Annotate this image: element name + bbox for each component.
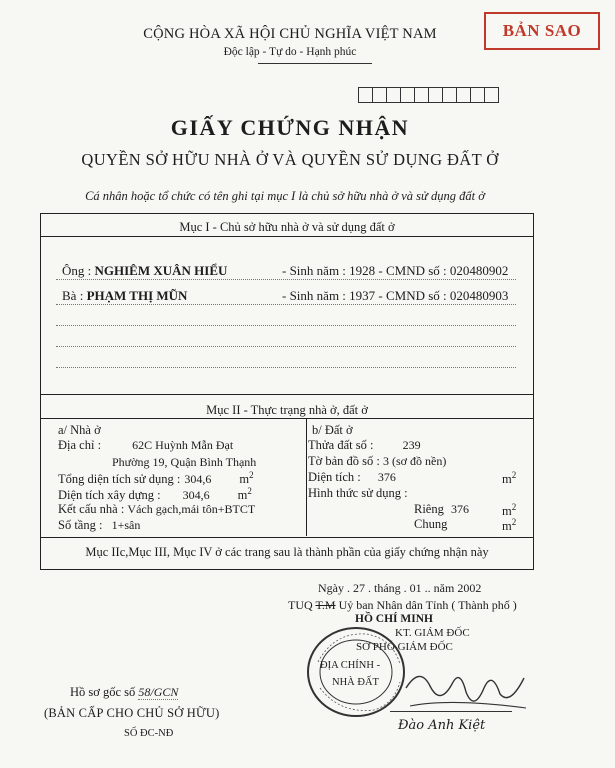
authority-line	[288, 598, 517, 613]
area-unit-sup: 2	[511, 470, 517, 480]
build-area-value: 304,6	[182, 488, 210, 503]
owner-birth-1: - Sinh năm : 1928 - CMND số : 020480902	[282, 263, 509, 278]
serial-box	[484, 87, 499, 103]
total-area-row	[58, 470, 254, 487]
land-area-value: 376	[377, 470, 396, 484]
section2-top-rule	[40, 394, 534, 395]
signer-name: Đào Anh Kiệt	[398, 718, 486, 733]
plot-row	[308, 438, 421, 453]
signature-icon	[400, 658, 530, 718]
owner-row-1	[62, 263, 227, 279]
dotted-line	[56, 367, 516, 368]
map-value: 3 (sơ đồ nền)	[383, 454, 447, 468]
area-unit: m	[502, 472, 512, 487]
signature-rule	[390, 711, 512, 712]
serial-box	[358, 87, 373, 103]
section2-title: Mục II - Thực trạng nhà ở, đất ở	[206, 403, 368, 417]
address-line2: Phường 19, Quận Bình Thạnh	[112, 455, 257, 469]
area-unit: m	[237, 488, 248, 503]
document-subtitle: QUYỀN SỞ HỮU NHÀ Ở VÀ QUYỀN SỬ DỤNG ĐẤT Ở	[81, 150, 499, 169]
section2-title-rule	[40, 418, 534, 419]
area-unit-sup: 2	[247, 486, 252, 496]
dotted-line	[56, 304, 516, 305]
tuq-struck: T.M	[315, 598, 336, 612]
owner-name: PHẠM THỊ MŨN	[86, 288, 188, 303]
tuq-rest: Uỷ ban Nhân dân Tỉnh ( Thành phố )	[335, 598, 517, 612]
serial-box	[428, 87, 443, 103]
build-area-row	[58, 486, 252, 503]
official-seal-icon	[304, 624, 408, 720]
private-label: Riêng	[414, 502, 447, 516]
area-unit: m	[502, 519, 512, 534]
floors-label: Số tầng :	[58, 518, 106, 532]
total-area-value: 304,6	[184, 472, 212, 487]
file-number-row	[70, 685, 178, 700]
file-number: 58/GCN	[138, 685, 179, 699]
serial-box	[400, 87, 415, 103]
serial-box	[470, 87, 485, 103]
structure-row	[58, 502, 255, 517]
plot-value: 239	[402, 438, 421, 452]
seal-line1: ĐỊA CHÍNH -	[320, 660, 381, 671]
area-unit-sup: 2	[511, 517, 517, 527]
copy-stamp: BẢN SAO	[484, 12, 600, 50]
area-unit: m	[502, 504, 512, 519]
owner-label: Bà :	[62, 288, 87, 303]
land-heading: b/ Đất ở	[312, 423, 353, 437]
shared-label: Chung	[414, 517, 448, 531]
dotted-line	[56, 325, 516, 326]
area-unit-sup: 2	[249, 470, 254, 480]
serial-box	[414, 87, 429, 103]
owner-name: NGHIÊM XUÂN HIỂU	[94, 263, 228, 278]
section1-title: Mục I - Chủ sở hữu nhà ở và sử dụng đất ở	[179, 220, 395, 234]
build-area-label: Diện tích xây dựng :	[58, 488, 161, 503]
area-unit-sup: 2	[511, 502, 517, 512]
house-heading: a/ Nhà ở	[58, 423, 101, 437]
address-line1: 62C Huỳnh Mẫn Đạt	[132, 438, 234, 452]
owner-row-2	[62, 288, 187, 304]
structure-value: Vách gạch,mái tôn+BTCT	[127, 502, 256, 516]
department-title: SỞ PHÓ GIÁM ĐỐC	[356, 641, 453, 653]
address-label: Địa chỉ :	[58, 438, 105, 452]
floors-row	[58, 518, 140, 533]
tuq-prefix: TUQ	[288, 598, 316, 612]
footer-note: Mục IIc,Mục III, Mục IV ở các trang sau là thành phần của giấy chứng nhận này	[85, 545, 489, 559]
structure-label: Kết cấu nhà :	[58, 502, 128, 516]
motto-underline	[258, 63, 372, 64]
issued-to: (BẢN CẤP CHO CHỦ SỞ HỮU)	[44, 706, 220, 720]
seal-line2: NHÀ ĐẤT	[332, 677, 379, 688]
dotted-line	[56, 279, 516, 280]
private-row	[414, 502, 469, 517]
owner-birth-2: - Sinh năm : 1937 - CMND số : 020480903	[282, 288, 509, 303]
nation-motto: Độc lập - Tự do - Hạnh phúc	[223, 46, 357, 58]
land-area-unit	[502, 470, 516, 487]
total-area-label: Tổng diện tích sử dụng :	[58, 472, 181, 487]
serial-box	[456, 87, 471, 103]
shared-unit	[502, 517, 516, 534]
intro-text: Cá nhân hoặc tổ chức có tên ghi tại mục I là chủ sở hữu nhà ở và sử dụng đất ở	[85, 189, 485, 203]
footer-note-rule	[40, 537, 534, 538]
serial-number-boxes	[358, 87, 498, 103]
land-area-row	[308, 470, 396, 485]
use-form-label: Hình thức sử dụng :	[308, 486, 408, 500]
nation-heading: CỘNG HÒA XÃ HỘI CHỦ NGHĨA VIỆT NAM	[143, 26, 437, 42]
document-title: GIẤY CHỨNG NHẬN	[170, 115, 410, 140]
map-label: Tờ bản đồ số :	[308, 454, 384, 468]
authority-city: HỒ CHÍ MINH	[355, 613, 433, 625]
dotted-line	[56, 346, 516, 347]
file-label: Hồ sơ gốc số	[70, 685, 139, 699]
map-row	[308, 454, 446, 469]
deputy-title: KT. GIÁM ĐỐC	[395, 627, 470, 639]
form-code: SỐ ĐC-NĐ	[124, 728, 174, 739]
issue-date: Ngày . 27 . tháng . 01 .. năm 2002	[318, 581, 482, 595]
private-value: 376	[450, 502, 469, 516]
area-unit: m	[239, 472, 250, 487]
serial-box	[442, 87, 457, 103]
house-address-row	[58, 438, 233, 453]
section2-divider	[306, 419, 307, 536]
floors-value: 1+sân	[111, 518, 141, 532]
plot-label: Thửa đất số :	[308, 438, 377, 452]
serial-box	[386, 87, 401, 103]
land-area-label: Diện tích :	[308, 470, 364, 484]
section1-title-rule	[40, 236, 534, 237]
serial-box	[372, 87, 387, 103]
owner-label: Ông :	[62, 263, 95, 278]
